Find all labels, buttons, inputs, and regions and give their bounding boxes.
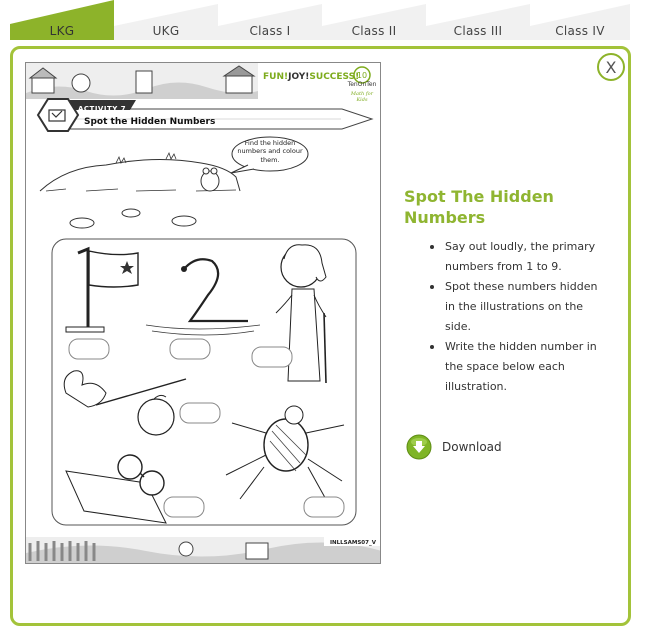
worksheet-brand-tagline: Math for Kids — [350, 91, 374, 103]
tab-class-4[interactable] — [530, 0, 630, 40]
tab-class-1-label: Class I — [249, 24, 291, 38]
tab-lkg-label: LKG — [49, 24, 75, 38]
close-button[interactable] — [597, 53, 625, 81]
tab-class-3[interactable] — [426, 0, 530, 40]
tab-class-4-label: Class IV — [555, 24, 605, 38]
tab-class-2-label: Class II — [351, 24, 397, 38]
worksheet-slogan — [263, 72, 359, 82]
download-icon — [406, 434, 432, 460]
instruction-item: Write the hidden number in the space below each illustration. — [428, 337, 603, 397]
instruction-item: Spot these numbers hidden in the illustrations on the side. — [428, 277, 603, 337]
instruction-item: Say out loudly, the primary numbers from 1 to 9. — [428, 237, 603, 277]
worksheet-activity-title: Spot the Hidden Numbers — [84, 117, 216, 127]
tab-class-1[interactable] — [218, 0, 322, 40]
tab-class-3-label: Class III — [453, 24, 503, 38]
worksheet-brand: TenOnTen — [347, 81, 377, 88]
activity-number: ACTIVITY 7 — [78, 105, 127, 113]
slogan-joy: JOY! — [288, 72, 310, 82]
tab-class-2[interactable] — [322, 0, 426, 40]
worksheet-preview — [25, 62, 381, 564]
tab-ukg-label: UKG — [152, 24, 180, 38]
speech-bubble-text: Find the hidden numbers and colour them. — [237, 139, 303, 164]
slogan-fun: FUN! — [263, 72, 289, 82]
download-label: Download — [442, 440, 502, 454]
tab-lkg[interactable] — [10, 0, 114, 40]
tab-ukg[interactable] — [114, 0, 218, 40]
svg-text:10: 10 — [356, 71, 368, 80]
worksheet-code: INLLSAMS07_V — [330, 540, 376, 546]
class-tab-bar — [10, 0, 630, 40]
close-icon: X — [605, 57, 617, 77]
slogan-success: SUCCESS! — [309, 72, 360, 82]
download-button[interactable] — [406, 434, 502, 460]
activity-title: Spot The Hidden Numbers — [404, 187, 554, 227]
worksheet-illustration — [26, 63, 381, 564]
instruction-list — [428, 237, 603, 397]
